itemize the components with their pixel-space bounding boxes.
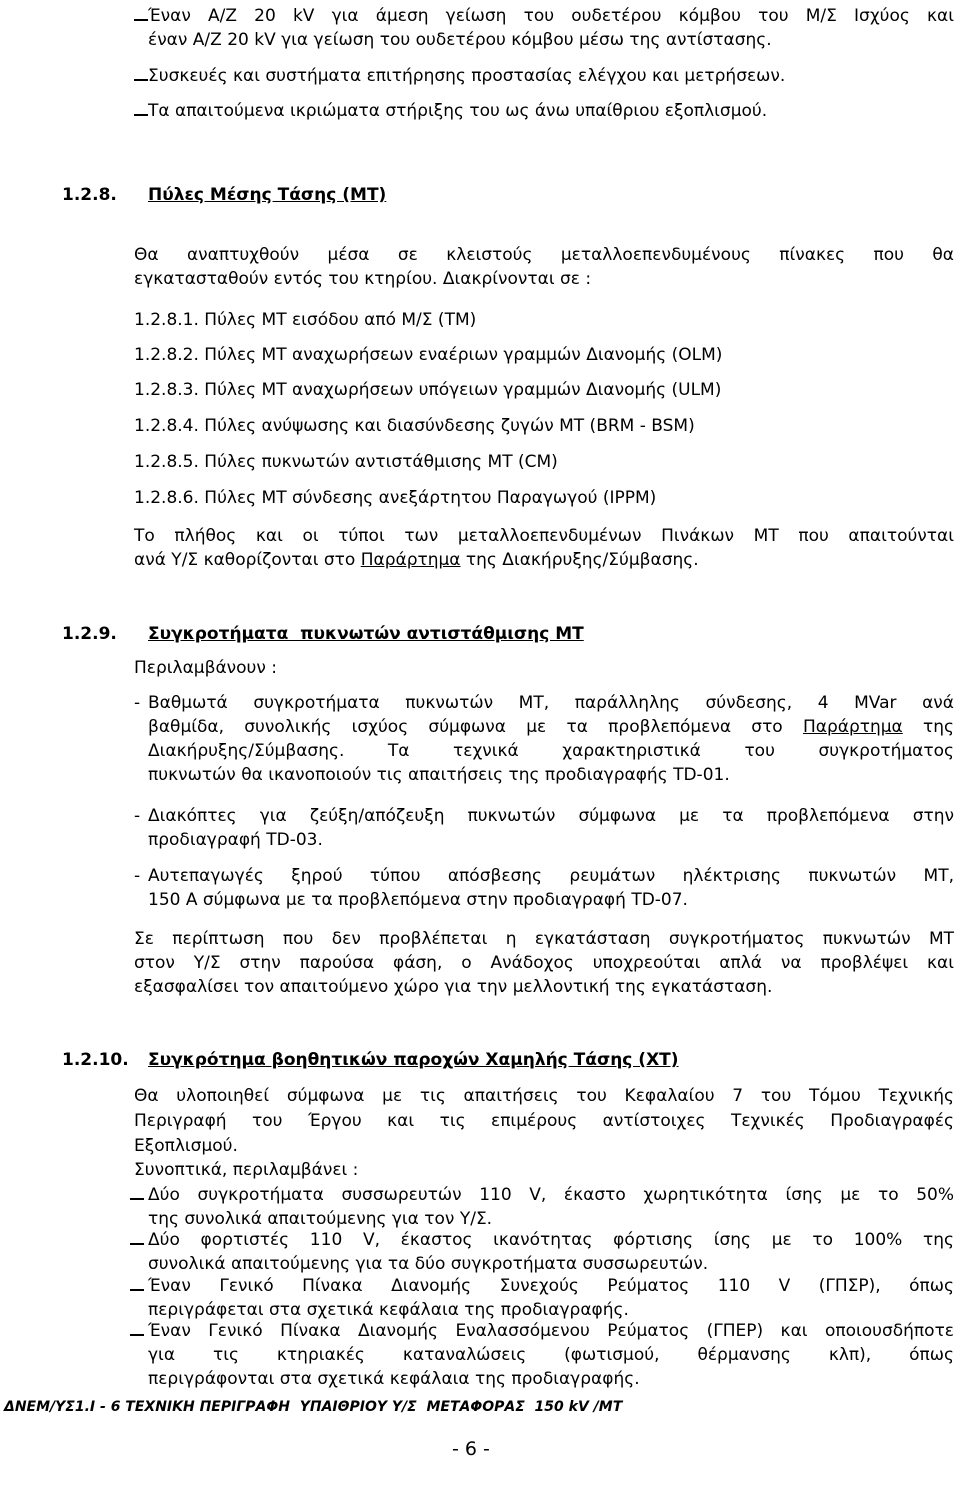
list-item-line: πυκνωτών θα ικανοποιούν τις απαιτήσεις της προδιαγραφής TD-01. <box>148 765 730 785</box>
page-number: - 6 - <box>452 1438 490 1460</box>
text-run: της <box>902 717 954 737</box>
text-run: βαθμίδα, συνολικής ισχύος σύμφωνα με τα προβλεπόμενα στο <box>148 717 803 737</box>
list-hyphen: - <box>134 866 141 886</box>
paragraph-line: εξασφαλίσει τον απαιτούμενο χώρο για την μελλοντική της εγκατάσταση. <box>134 977 773 997</box>
text-run: ανά Υ/Σ καθορίζονται στο <box>134 550 361 570</box>
list-item-line: προδιαγραφή TD-03. <box>148 830 323 850</box>
paragraph-line: εγκατασταθούν εντός του κτηρίου. Διακρίνονται σε : <box>134 269 592 289</box>
section-number: 1.2.9. <box>62 624 117 644</box>
list-hyphen: - <box>134 806 141 826</box>
appendix-link[interactable]: Παράρτημα <box>360 550 461 570</box>
paragraph-line <box>134 550 699 570</box>
section-number: 1.2.8. <box>62 185 117 205</box>
list-item-line: Βαθμωτά συγκροτήματα πυκνωτών ΜΤ, παράλληλης σύνδεσης, 4 MVar ανά <box>148 693 954 713</box>
bullet-text: Έναν Γενικό Πίνακα Διανομής Συνεχούς Ρεύματος 110 V (ΓΠΣΡ), όπως <box>148 1276 954 1296</box>
bullet-text: έναν Α/Ζ 20 kV για γείωση του ουδετέρου κόμβου μέσω της αντίστασης. <box>148 30 772 50</box>
page-footer-header: ΔΝΕΜ/ΥΣ1.Ι - 6 ΤΕΧΝΙΚΗ ΠΕΡΙΓΡΑΦΗ ΥΠΑΙΘΡΙΟΥ Υ/Σ ΜΕΤΑΦΟΡΑΣ 150 kV /ΜΤ <box>4 1399 623 1415</box>
bullet-text: Τα απαιτούμενα ικριώματα στήριξης του ως άνω υπαίθριου εξοπλισμού. <box>148 101 768 121</box>
paragraph-line: Περιλαμβάνουν : <box>134 658 278 678</box>
list-hyphen: - <box>134 693 141 713</box>
subsection-item: 1.2.8.2. Πύλες ΜΤ αναχωρήσεων εναέριων γραμμών Διανομής (OLM) <box>134 345 723 365</box>
bullet-dash <box>130 1198 144 1200</box>
paragraph-line: στον Υ/Σ στην παρούσα φάση, ο Ανάδοχος υποχρεούται απλά να προβλέψει και <box>134 953 954 973</box>
bullet-dash <box>134 79 148 81</box>
paragraph-line: Θα αναπτυχθούν μέσα σε κλειστούς μεταλλοεπενδυμένους πίνακες που θα <box>134 245 954 265</box>
paragraph-line: Το πλήθος και οι τύποι των μεταλλοεπενδυμένων Πινάκων ΜΤ που απαιτούνται <box>134 526 954 546</box>
section-title: Συγκρότημα βοηθητικών παροχών Χαμηλής Τάσης (ΧΤ) <box>148 1050 679 1070</box>
subsection-item: 1.2.8.6. Πύλες ΜΤ σύνδεσης ανεξάρτητου Παραγωγού (IPPM) <box>134 488 657 508</box>
appendix-link[interactable]: Παράρτημα <box>802 717 903 737</box>
list-item-line: Διακήρυξης/Σύμβασης. Τα τεχνικά χαρακτηριστικά του συγκροτήματος <box>148 741 954 761</box>
section-title: Συγκροτήματα πυκνωτών αντιστάθμισης ΜΤ <box>148 624 584 644</box>
bullet-dash <box>130 1243 144 1245</box>
paragraph-line: Θα υλοποιηθεί σύμφωνα με τις απαιτήσεις του Κεφαλαίου 7 του Τόμου Τεχνικής <box>134 1086 954 1106</box>
subsection-item: 1.2.8.5. Πύλες πυκνωτών αντιστάθμισης ΜΤ (CM) <box>134 452 558 472</box>
bullet-text: συνολικά απαιτούμενης για τα δύο συγκροτήματα συσσωρευτών. <box>148 1254 709 1274</box>
bullet-text: περιγράφεται στα σχετικά κεφάλαια της προδιαγραφής. <box>148 1300 629 1320</box>
section-title: Πύλες Μέσης Τάσης (ΜΤ) <box>148 185 387 205</box>
bullet-dash <box>134 19 148 21</box>
bullet-text: για τις κτηριακές καταναλώσεις (φωτισμού, θέρμανσης κλπ), όπως <box>148 1345 954 1365</box>
paragraph-line: Σε περίπτωση που δεν προβλέπεται η εγκατάσταση συγκροτήματος πυκνωτών ΜΤ <box>134 929 954 949</box>
bullet-text: Έναν Α/Ζ 20 kV για άμεση γείωση του ουδετέρου κόμβου του Μ/Σ Ισχύος και <box>148 6 954 26</box>
list-item-line: 150 A σύμφωνα με τα προβλεπόμενα στην προδιαγραφή TD-07. <box>148 890 688 910</box>
bullet-dash <box>130 1289 144 1291</box>
subsection-item: 1.2.8.1. Πύλες ΜΤ εισόδου από Μ/Σ (ΤΜ) <box>134 310 477 330</box>
bullet-dash <box>134 114 148 116</box>
bullet-text: της συνολικά απαιτούμενης για τον Υ/Σ. <box>148 1209 493 1229</box>
bullet-text: περιγράφονται στα σχετικά κεφάλαια της προδιαγραφής. <box>148 1369 640 1389</box>
list-item-line <box>148 717 954 737</box>
subsection-item: 1.2.8.4. Πύλες ανύψωσης και διασύνδεσης ζυγών ΜΤ (BRM - BSM) <box>134 416 695 436</box>
paragraph-line: Εξοπλισμού. <box>134 1136 238 1156</box>
bullet-text: Έναν Γενικό Πίνακα Διανομής Εναλασσόμενου Ρεύματος (ΓΠΕΡ) και οποιουσδήποτε <box>148 1321 954 1341</box>
paragraph-line: Συνοπτικά, περιλαμβάνει : <box>134 1160 359 1180</box>
bullet-text: Δύο φορτιστές 110 V, έκαστος ικανότητας φόρτισης ίσης με το 100% της <box>148 1230 954 1250</box>
list-item-line: Αυτεπαγωγές ξηρού τύπου απόσβεσης ρευμάτων ηλέκτρισης πυκνωτών ΜΤ, <box>148 866 954 886</box>
paragraph-line: Περιγραφή του Έργου και τις επιμέρους αντίστοιχες Τεχνικές Προδιαγραφές <box>134 1111 954 1131</box>
bullet-text: Συσκευές και συστήματα επιτήρησης προστασίας ελέγχου και μετρήσεων. <box>148 66 786 86</box>
list-item-line: Διακόπτες για ζεύξη/απόζευξη πυκνωτών σύμφωνα με τα προβλεπόμενα στην <box>148 806 954 826</box>
bullet-dash <box>130 1334 144 1336</box>
text-run: της Διακήρυξης/Σύμβασης. <box>460 550 699 570</box>
section-number: 1.2.10. <box>62 1050 129 1070</box>
bullet-text: Δύο συγκροτήματα συσσωρευτών 110 V, έκαστο χωρητικότητα ίσης με το 50% <box>148 1185 954 1205</box>
subsection-item: 1.2.8.3. Πύλες ΜΤ αναχωρήσεων υπόγειων γραμμών Διανομής (ULM) <box>134 380 722 400</box>
